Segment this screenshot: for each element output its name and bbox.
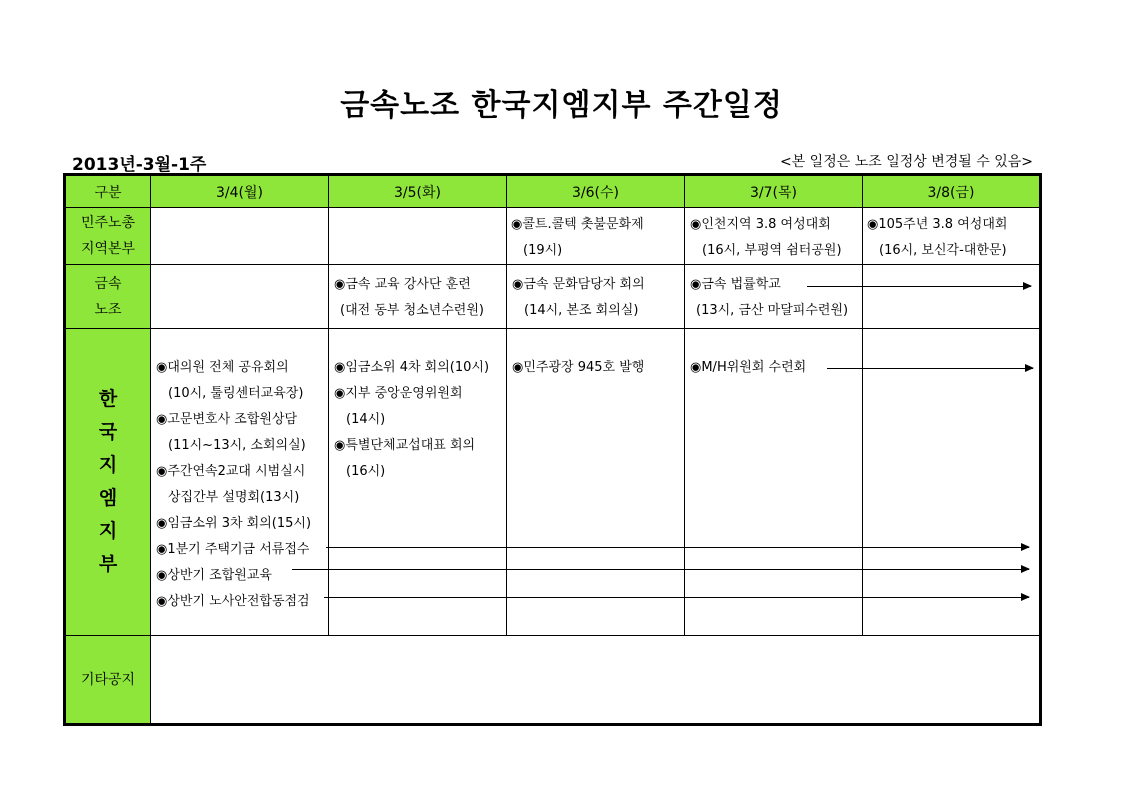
header-day-mon: 3/4(월) <box>151 176 328 207</box>
row-label-jibu-char: 한 <box>98 388 118 410</box>
row-label-jibu-char: 엠 <box>98 487 118 509</box>
schedule-table <box>63 173 1042 726</box>
event-title: ◉콜트.콜텍 촛불문화제 <box>511 217 644 232</box>
jibu-mon-events <box>156 355 311 615</box>
event-detail: (16시) <box>346 464 386 479</box>
jibu-thu-events <box>690 355 806 381</box>
row-label-geumsok <box>66 265 150 328</box>
event-title: ◉105주년 3.8 여성대회 <box>867 217 1008 232</box>
event-title: ◉금속 법률학교 <box>690 277 781 292</box>
event-detail: (16시, 보신각-대한문) <box>879 243 1007 258</box>
event-title: ◉금속 문화담당자 회의 <box>512 277 645 292</box>
header-day-fri: 3/8(금) <box>863 176 1039 207</box>
row-label-minju-line2: 지역본부 <box>80 241 136 257</box>
event-detail: (대전 동부 청소년수련원) <box>340 303 484 318</box>
event-title: ◉임금소위 3차 회의(15시) <box>156 516 312 531</box>
event-title: ◉상반기 조합원교육 <box>156 568 272 583</box>
event-title: ◉고문변호사 조합원상담 <box>156 412 298 427</box>
row-label-jibu-char: 국 <box>98 421 118 443</box>
event-detail: (14시) <box>346 412 386 427</box>
schedule-notice: <본 일정은 노조 일정상 변경될 수 있음> <box>779 154 1033 170</box>
event-title: ◉지부 중앙운영위원회 <box>334 386 463 401</box>
row-label-geumsok-line1: 금속 <box>94 275 122 292</box>
row-label-minju-line1: 민주노총 <box>80 215 136 231</box>
header-day-wed: 3/6(수) <box>507 176 684 207</box>
event-title: ◉금속 교육 강사단 훈련 <box>334 277 471 292</box>
jibu-safety-arrow <box>324 597 1029 598</box>
geumsok-continuation-arrow <box>807 286 1031 287</box>
geumsok-wed-event <box>512 272 645 324</box>
row-label-jibu <box>66 329 150 635</box>
event-title: ◉M/H위원회 수련회 <box>690 360 807 375</box>
row-label-minju <box>66 208 150 264</box>
event-title: ◉주간연속2교대 시범실시 <box>156 464 306 479</box>
row-label-other <box>66 636 150 723</box>
event-title: ◉대의원 전체 공유회의 <box>156 360 289 375</box>
event-detail: 상집간부 설명회(13시) <box>168 490 300 505</box>
jibu-education-arrow <box>292 569 1029 570</box>
page-title: 금속노조 한국지엠지부 주간일정 <box>340 88 783 123</box>
minju-thu-event <box>690 212 842 264</box>
row-label-geumsok-line2: 노조 <box>94 301 122 318</box>
header-day-thu: 3/7(목) <box>685 176 862 207</box>
jibu-tue-events <box>334 355 489 485</box>
row-label-jibu-char: 지 <box>98 520 118 542</box>
event-detail: (14시, 본조 회의실) <box>524 303 639 318</box>
minju-wed-event <box>511 212 644 264</box>
minju-fri-event <box>867 212 1007 264</box>
event-title: ◉민주광장 945호 발행 <box>512 360 645 375</box>
event-title: ◉임금소위 4차 회의(10시) <box>334 360 490 375</box>
event-title: ◉인천지역 3.8 여성대회 <box>690 217 831 232</box>
geumsok-tue-event <box>334 272 484 324</box>
event-detail: (16시, 부평역 쉼터공원) <box>702 243 842 258</box>
row-label-jibu-char: 지 <box>98 454 118 476</box>
event-detail: (13시, 금산 마달피수련원) <box>696 303 849 318</box>
geumsok-thu-event <box>690 272 848 324</box>
row-label-other-text: 기타공지 <box>80 671 136 688</box>
event-title: ◉상반기 노사안전합동점검 <box>156 594 310 609</box>
jibu-mh-continuation-arrow <box>827 368 1033 369</box>
event-detail: (10시, 툴링센터교육장) <box>168 386 304 401</box>
row-label-jibu-char: 부 <box>98 553 118 575</box>
event-title: ◉1분기 주택기금 서류접수 <box>156 542 310 557</box>
header-day-tue: 3/5(화) <box>329 176 506 207</box>
event-detail: (11시~13시, 소회의실) <box>168 438 306 453</box>
week-label: 2013년-3월-1주 <box>72 155 207 175</box>
event-title: ◉특별단체교섭대표 회의 <box>334 438 476 453</box>
jibu-housing-arrow <box>326 547 1029 548</box>
header-category: 구분 <box>66 176 150 207</box>
jibu-wed-events <box>512 355 644 381</box>
event-detail: (19시) <box>523 243 563 258</box>
